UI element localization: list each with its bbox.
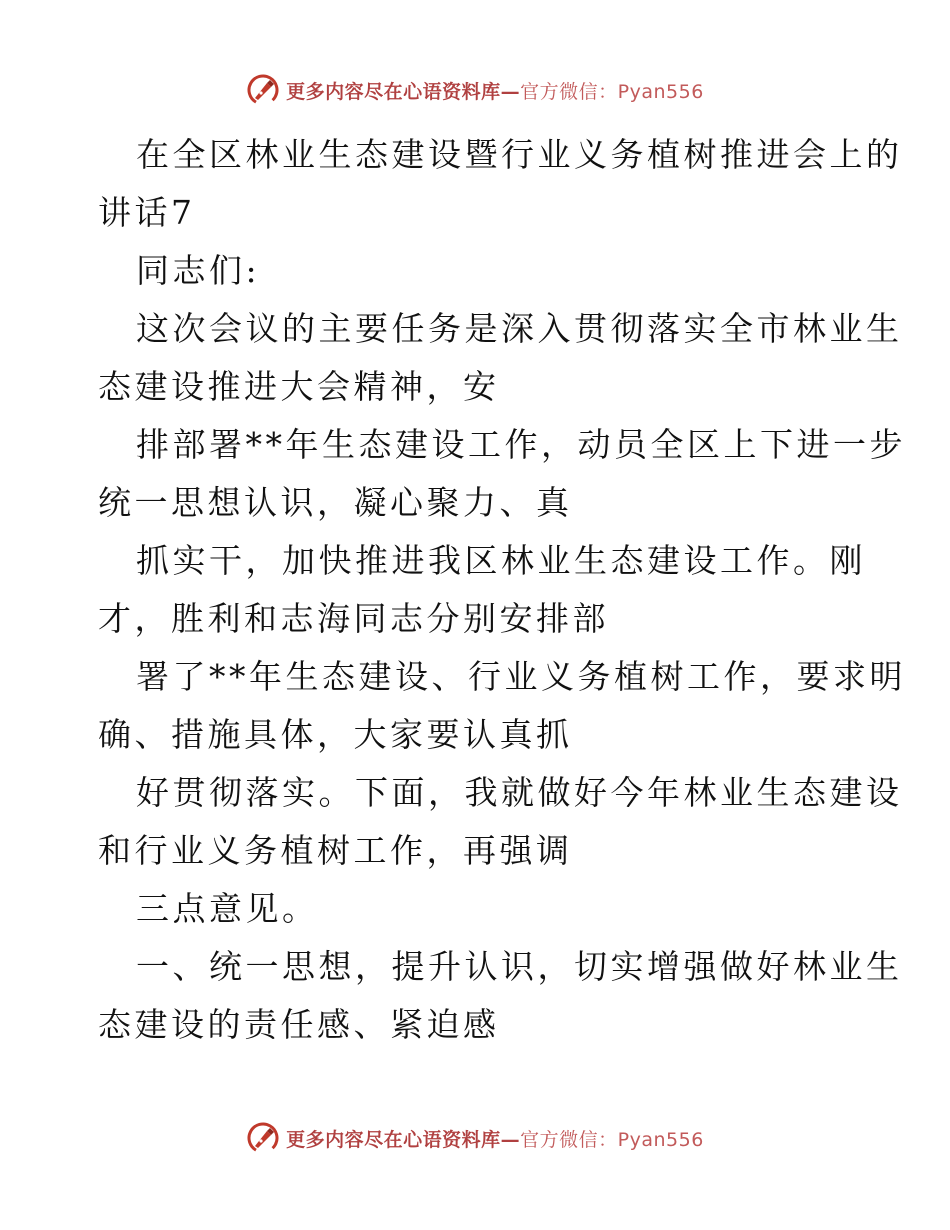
document-line: 抓实干，加快推进我区林业生态建设工作。刚 (136, 541, 866, 580)
watermark-wechat: 官方微信：Pyan556 (520, 80, 704, 103)
watermark-brand: 更多内容尽在心语资料库 (286, 80, 501, 103)
document-line: 才，胜利和志海同志分别安排部 (98, 599, 609, 638)
watermark-separator: — (500, 1128, 521, 1151)
document-line: 一、统一思想，提升认识，切实增强做好林业生 (136, 947, 903, 986)
header-watermark (0, 70, 950, 110)
watermark-brand: 更多内容尽在心语资料库 (286, 1128, 501, 1151)
document-line: 同志们: (136, 251, 261, 290)
watermark-separator: — (500, 80, 521, 103)
document-line: 讲话7 (98, 193, 196, 232)
document-line: 态建设推进大会精神，安 (98, 367, 500, 406)
watermark-text (286, 1125, 704, 1152)
document-line: 署了**年生态建设、行业义务植树工作，要求明 (136, 657, 906, 696)
document-line: 排部署**年生态建设工作，动员全区上下进一步 (136, 425, 906, 464)
document-body (98, 126, 906, 1054)
pen-nib-logo-icon (246, 1121, 280, 1155)
document-line: 好贯彻落实。下面，我就做好今年林业生态建设 (136, 773, 903, 812)
pen-nib-logo-icon (246, 73, 280, 107)
footer-watermark (0, 1118, 950, 1158)
document-line: 态建设的责任感、紧迫感 (98, 1005, 500, 1044)
document-line: 统一思想认识，凝心聚力、真 (98, 483, 573, 522)
watermark-wechat: 官方微信：Pyan556 (520, 1128, 704, 1151)
document-line: 三点意见。 (136, 889, 319, 928)
document-line: 和行业义务植树工作，再强调 (98, 831, 573, 870)
document-line: 确、措施具体，大家要认真抓 (98, 715, 573, 754)
watermark-text (286, 77, 704, 104)
document-line: 在全区林业生态建设暨行业义务植树推进会上的 (136, 135, 903, 174)
document-line: 这次会议的主要任务是深入贯彻落实全市林业生 (136, 309, 903, 348)
